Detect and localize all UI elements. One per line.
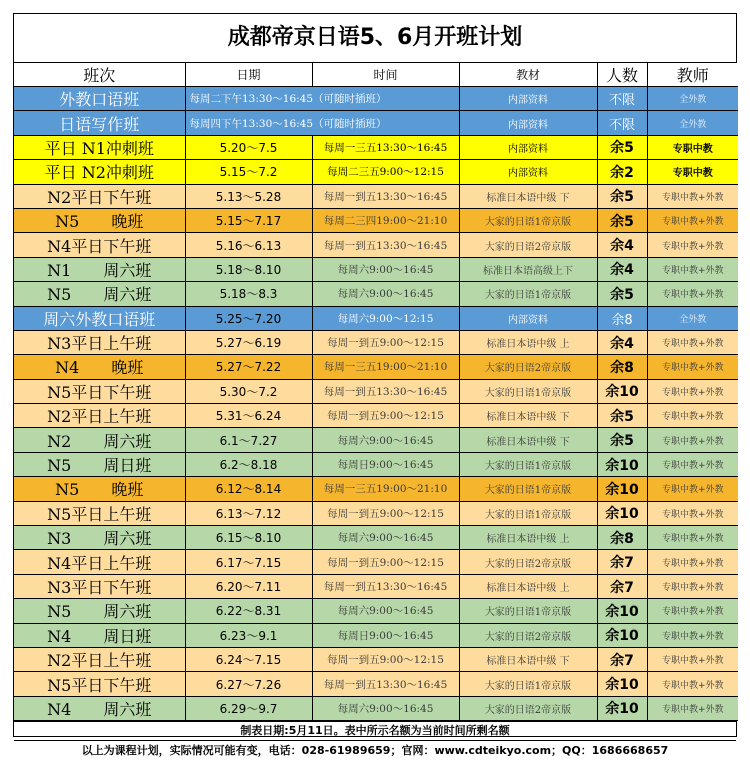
table-note: 制表日期:5月11日。表中所示名额为当前时间所剩名额 [14, 721, 736, 740]
time-cell: 每周一到五9:00～12:15 [312, 330, 459, 354]
table-row [14, 355, 738, 379]
class-name-cell: N5 周六班 [14, 599, 185, 623]
date-cell: 5.15～7.2 [185, 160, 312, 184]
class-name-cell: N5平日下午班 [14, 379, 185, 403]
textbook-cell: 内部资料 [459, 87, 597, 111]
teacher-cell: 全外教 [647, 111, 738, 135]
textbook-cell: 大家的日语1帝京版 [459, 599, 597, 623]
time-cell: 每周日9:00～16:45 [312, 623, 459, 647]
teacher-cell: 专职中教+外教 [647, 501, 738, 525]
class-name-cell: N3 周六班 [14, 526, 185, 550]
seats-cell: 余10 [597, 623, 647, 647]
table-row [14, 160, 738, 184]
teacher-cell: 专职中教+外教 [647, 355, 738, 379]
date-cell: 5.13～5.28 [185, 184, 312, 208]
teacher-cell: 专职中教 [647, 135, 738, 159]
textbook-cell: 内部资料 [459, 160, 597, 184]
class-name-cell: 平日 N1冲刺班 [14, 135, 185, 159]
date-cell: 6.20～7.11 [185, 574, 312, 598]
textbook-cell: 大家的日语1帝京版 [459, 672, 597, 696]
class-name-cell: N4 晚班 [14, 355, 185, 379]
seats-cell: 余10 [597, 477, 647, 501]
date-cell: 6.15～8.10 [185, 526, 312, 550]
textbook-cell: 标准日本语中级 下 [459, 404, 597, 428]
schedule-table [14, 63, 738, 721]
table-row [14, 379, 738, 403]
teacher-cell: 专职中教+外教 [647, 184, 738, 208]
seats-cell: 余5 [597, 135, 647, 159]
class-name-cell: N4平日下午班 [14, 233, 185, 257]
teacher-cell: 专职中教+外教 [647, 477, 738, 501]
class-name-cell: N4平日上午班 [14, 550, 185, 574]
teacher-cell: 专职中教+外教 [647, 404, 738, 428]
table-header-row [14, 63, 738, 87]
teacher-cell: 专职中教+外教 [647, 379, 738, 403]
seats-cell: 余2 [597, 160, 647, 184]
time-cell: 每周一到五13:30～16:45 [312, 672, 459, 696]
seats-cell: 余5 [597, 184, 647, 208]
class-name-cell: 外教口语班 [14, 87, 185, 111]
date-time-cell: 每周四下午13:30～16:45（可随时插班） [185, 111, 459, 135]
date-cell: 6.12～8.14 [185, 477, 312, 501]
date-cell: 5.15～7.17 [185, 208, 312, 232]
textbook-cell: 大家的日语1帝京版 [459, 208, 597, 232]
teacher-cell: 专职中教+外教 [647, 452, 738, 476]
seats-cell: 余8 [597, 306, 647, 330]
class-name-cell: N5 晚班 [14, 208, 185, 232]
time-cell: 每周六9:00～16:45 [312, 282, 459, 306]
date-cell: 6.23～9.1 [185, 623, 312, 647]
time-cell: 每周一到五13:30～16:45 [312, 379, 459, 403]
schedule-table-body [14, 63, 738, 721]
time-cell: 每周一三五19:00～21:10 [312, 477, 459, 501]
textbook-cell: 大家的日语2帝京版 [459, 233, 597, 257]
time-cell: 每周一三五19:00～21:10 [312, 355, 459, 379]
date-cell: 5.18～8.3 [185, 282, 312, 306]
header-textbook: 教材 [459, 63, 597, 87]
time-cell: 每周一三五13:30～16:45 [312, 135, 459, 159]
footer-contact: 以上为课程计划，实际情况可能有变，电话：028-61989659；官网：www.cdteikyo.com；QQ：1686668657 [14, 740, 736, 761]
table-row [14, 526, 738, 550]
class-name-cell: N5平日上午班 [14, 501, 185, 525]
time-cell: 每周六9:00～16:45 [312, 599, 459, 623]
seats-cell: 余10 [597, 696, 647, 720]
date-cell: 6.17～7.15 [185, 550, 312, 574]
textbook-cell: 内部资料 [459, 111, 597, 135]
class-name-cell: N2 周六班 [14, 428, 185, 452]
seats-cell: 余10 [597, 501, 647, 525]
header-date: 日期 [185, 63, 312, 87]
time-cell: 每周二三五9:00～12:15 [312, 160, 459, 184]
seats-cell: 余7 [597, 574, 647, 598]
date-cell: 6.22～8.31 [185, 599, 312, 623]
textbook-cell: 标准日本语中级 下 [459, 428, 597, 452]
time-cell: 每周六9:00～12:15 [312, 306, 459, 330]
class-name-cell: N4 周六班 [14, 696, 185, 720]
seats-cell: 余8 [597, 526, 647, 550]
time-cell: 每周一到五9:00～12:15 [312, 550, 459, 574]
date-cell: 6.24～7.15 [185, 647, 312, 671]
class-name-cell: N3平日下午班 [14, 574, 185, 598]
textbook-cell: 大家的日语2帝京版 [459, 355, 597, 379]
time-cell: 每周一到五13:30～16:45 [312, 574, 459, 598]
textbook-cell: 内部资料 [459, 306, 597, 330]
table-row [14, 208, 738, 232]
table-row [14, 501, 738, 525]
teacher-cell: 专职中教+外教 [647, 257, 738, 281]
textbook-cell: 大家的日语2帝京版 [459, 623, 597, 647]
table-row [14, 696, 738, 720]
class-name-cell: N5 晚班 [14, 477, 185, 501]
date-cell: 5.30～7.2 [185, 379, 312, 403]
teacher-cell: 专职中教 [647, 160, 738, 184]
class-name-cell: N2平日上午班 [14, 647, 185, 671]
table-row [14, 647, 738, 671]
time-cell: 每周一到五13:30～16:45 [312, 233, 459, 257]
class-name-cell: 日语写作班 [14, 111, 185, 135]
table-row [14, 135, 738, 159]
date-cell: 5.16～6.13 [185, 233, 312, 257]
class-name-cell: N4 周日班 [14, 623, 185, 647]
date-cell: 5.31～6.24 [185, 404, 312, 428]
table-row [14, 672, 738, 696]
seats-cell: 余10 [597, 599, 647, 623]
seats-cell: 余8 [597, 355, 647, 379]
seats-cell: 不限 [597, 87, 647, 111]
seats-cell: 余7 [597, 647, 647, 671]
textbook-cell: 标准日本语中级 下 [459, 647, 597, 671]
time-cell: 每周一到五9:00～12:15 [312, 404, 459, 428]
textbook-cell: 标准日本语中级 下 [459, 184, 597, 208]
table-row [14, 550, 738, 574]
table-row [14, 574, 738, 598]
table-row [14, 623, 738, 647]
textbook-cell: 大家的日语1帝京版 [459, 452, 597, 476]
time-cell: 每周一到五13:30～16:45 [312, 184, 459, 208]
seats-cell: 余10 [597, 452, 647, 476]
textbook-cell: 大家的日语1帝京版 [459, 282, 597, 306]
teacher-cell: 专职中教+外教 [647, 696, 738, 720]
table-row [14, 233, 738, 257]
textbook-cell: 标准日本语中级 上 [459, 330, 597, 354]
table-row [14, 282, 738, 306]
teacher-cell: 专职中教+外教 [647, 647, 738, 671]
teacher-cell: 专职中教+外教 [647, 526, 738, 550]
teacher-cell: 专职中教+外教 [647, 233, 738, 257]
header-teacher: 教师 [647, 63, 738, 87]
table-row [14, 428, 738, 452]
date-cell: 5.27～6.19 [185, 330, 312, 354]
date-cell: 6.27～7.26 [185, 672, 312, 696]
seats-cell: 余5 [597, 428, 647, 452]
teacher-cell: 专职中教+外教 [647, 574, 738, 598]
class-name-cell: 周六外教口语班 [14, 306, 185, 330]
textbook-cell: 标准日本语中级 上 [459, 526, 597, 550]
header-class: 班次 [14, 63, 185, 87]
teacher-cell: 专职中教+外教 [647, 282, 738, 306]
table-row [14, 257, 738, 281]
table-row [14, 330, 738, 354]
class-name-cell: N1 周六班 [14, 257, 185, 281]
textbook-cell: 标准日本语高级上下 [459, 257, 597, 281]
time-cell: 每周二三四19:00～21:10 [312, 208, 459, 232]
time-cell: 每周六9:00～16:45 [312, 257, 459, 281]
teacher-cell: 专职中教+外教 [647, 599, 738, 623]
date-cell: 6.2～8.18 [185, 452, 312, 476]
textbook-cell: 大家的日语1帝京版 [459, 501, 597, 525]
seats-cell: 余10 [597, 672, 647, 696]
seats-cell: 余5 [597, 208, 647, 232]
time-cell: 每周六9:00～16:45 [312, 526, 459, 550]
textbook-cell: 大家的日语1帝京版 [459, 477, 597, 501]
date-cell: 5.25～7.20 [185, 306, 312, 330]
class-name-cell: 平日 N2冲刺班 [14, 160, 185, 184]
class-name-cell: N2平日上午班 [14, 404, 185, 428]
time-cell: 每周一到五9:00～12:15 [312, 501, 459, 525]
seats-cell: 不限 [597, 111, 647, 135]
date-cell: 6.13～7.12 [185, 501, 312, 525]
date-cell: 6.1～7.27 [185, 428, 312, 452]
textbook-cell: 大家的日语2帝京版 [459, 696, 597, 720]
seats-cell: 余4 [597, 330, 647, 354]
table-row [14, 477, 738, 501]
textbook-cell: 大家的日语1帝京版 [459, 379, 597, 403]
date-cell: 5.27～7.22 [185, 355, 312, 379]
class-name-cell: N5 周日班 [14, 452, 185, 476]
table-row [14, 452, 738, 476]
class-name-cell: N2平日下午班 [14, 184, 185, 208]
page-title: 成都帝京日语5、6月开班计划 [14, 14, 736, 63]
header-time: 时间 [312, 63, 459, 87]
seats-cell: 余4 [597, 257, 647, 281]
teacher-cell: 专职中教+外教 [647, 428, 738, 452]
seats-cell: 余4 [597, 233, 647, 257]
teacher-cell: 全外教 [647, 306, 738, 330]
seats-cell: 余10 [597, 379, 647, 403]
textbook-cell: 内部资料 [459, 135, 597, 159]
teacher-cell: 专职中教+外教 [647, 330, 738, 354]
textbook-cell: 标准日本语中级 上 [459, 574, 597, 598]
seats-cell: 余5 [597, 404, 647, 428]
date-cell: 5.20～7.5 [185, 135, 312, 159]
table-row [14, 306, 738, 330]
table-row [14, 404, 738, 428]
time-cell: 每周六9:00～16:45 [312, 696, 459, 720]
time-cell: 每周日9:00～16:45 [312, 452, 459, 476]
table-row [14, 184, 738, 208]
table-row [14, 87, 738, 111]
schedule-sheet [13, 13, 737, 758]
table-row [14, 599, 738, 623]
teacher-cell: 专职中教+外教 [647, 550, 738, 574]
time-cell: 每周一到五9:00～12:15 [312, 647, 459, 671]
teacher-cell: 专职中教+外教 [647, 623, 738, 647]
date-cell: 6.29～9.7 [185, 696, 312, 720]
class-name-cell: N5 周六班 [14, 282, 185, 306]
seats-cell: 余5 [597, 282, 647, 306]
textbook-cell: 大家的日语2帝京版 [459, 550, 597, 574]
seats-cell: 余7 [597, 550, 647, 574]
teacher-cell: 专职中教+外教 [647, 208, 738, 232]
teacher-cell: 专职中教+外教 [647, 672, 738, 696]
table-row [14, 111, 738, 135]
time-cell: 每周六9:00～16:45 [312, 428, 459, 452]
date-time-cell: 每周二下午13:30～16:45（可随时插班） [185, 87, 459, 111]
class-name-cell: N3平日上午班 [14, 330, 185, 354]
date-cell: 5.18～8.10 [185, 257, 312, 281]
header-seats: 人数 [597, 63, 647, 87]
class-name-cell: N5平日下午班 [14, 672, 185, 696]
teacher-cell: 全外教 [647, 87, 738, 111]
